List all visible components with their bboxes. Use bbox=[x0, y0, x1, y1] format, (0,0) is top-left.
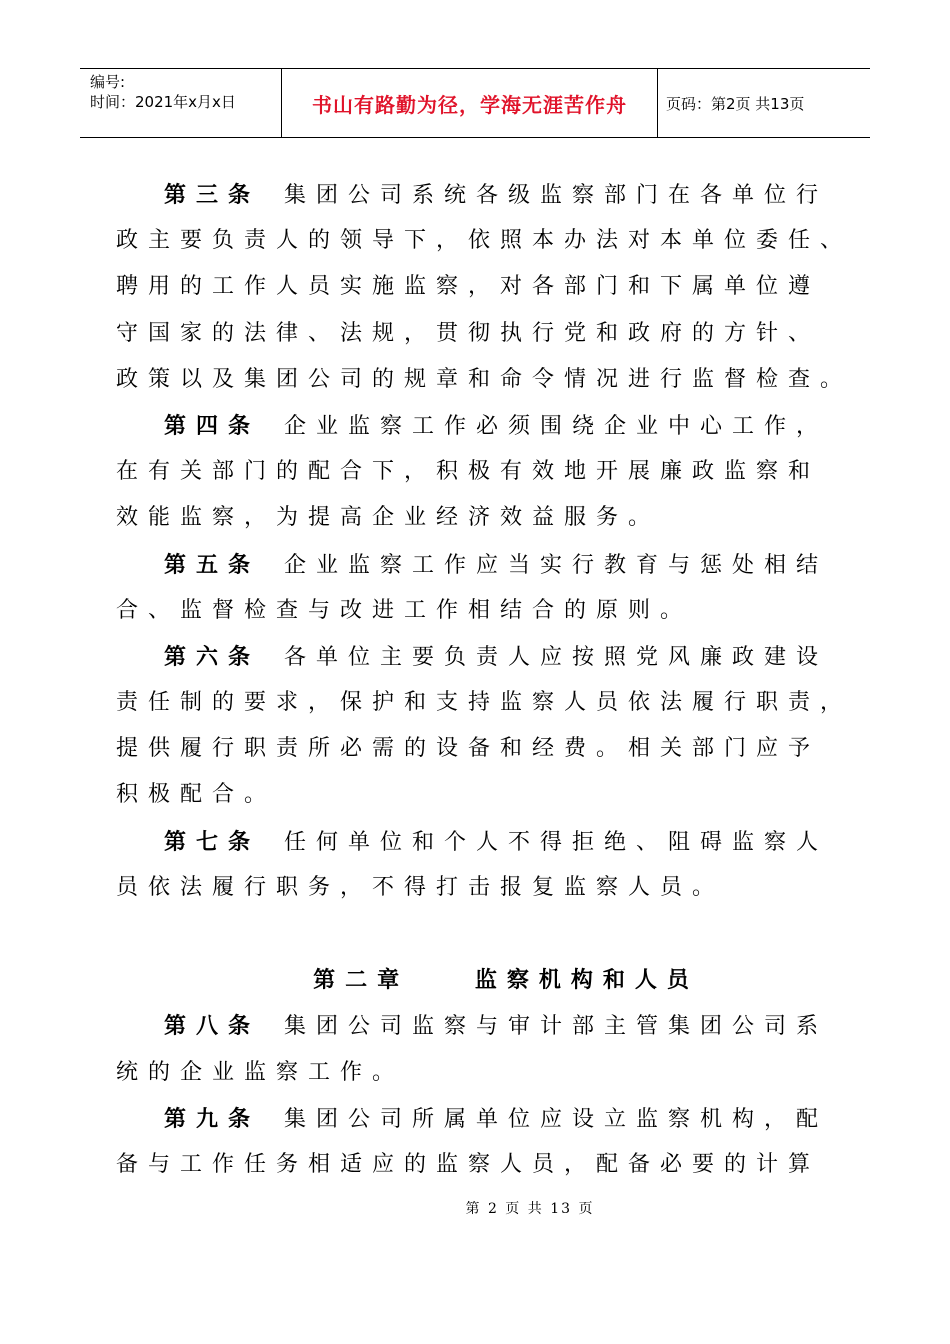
text-line bbox=[116, 726, 856, 772]
page-header bbox=[80, 68, 870, 138]
text-line bbox=[116, 772, 856, 818]
article-number: 第四条 bbox=[164, 412, 261, 439]
article-first-line bbox=[116, 1096, 856, 1142]
article-number: 第七条 bbox=[164, 828, 261, 855]
document-number-label: 编号: bbox=[90, 73, 126, 91]
text-line bbox=[116, 680, 856, 726]
article-first-line bbox=[116, 819, 856, 865]
line-text: 各单位主要负责人应按照党风廉政建设 bbox=[284, 644, 829, 670]
line-text: 企业监察工作应当实行教育与惩处相结 bbox=[284, 552, 829, 578]
line-text: 统的企业监察工作。 bbox=[116, 1059, 405, 1085]
text-line bbox=[116, 1050, 856, 1096]
article-first-line bbox=[116, 1003, 856, 1049]
text-line bbox=[116, 449, 856, 495]
header-motto: 书山有路勤为径，学海无涯苦作舟 bbox=[312, 92, 627, 117]
line-text: 员依法履行职务，不得打击报复监察人员。 bbox=[116, 874, 725, 900]
line-text: 企业监察工作必须围绕企业中心工作， bbox=[284, 413, 829, 439]
article-first-line bbox=[116, 542, 856, 588]
text-line bbox=[116, 264, 856, 310]
line-text: 守国家的法律、法规，贯彻执行党和政府的方针、 bbox=[116, 320, 821, 346]
line-text: 备与工作任务相适应的监察人员，配备必要的计算 bbox=[116, 1151, 821, 1177]
article-first-line bbox=[116, 403, 856, 449]
line-text: 责任制的要求，保护和支持监察人员依法履行职责， bbox=[116, 690, 853, 716]
line-text: 在有关部门的配合下，积极有效地开展廉政监察和 bbox=[116, 459, 821, 485]
line-text: 集团公司所属单位应设立监察机构，配 bbox=[284, 1106, 829, 1132]
header-meta bbox=[80, 69, 282, 137]
article-number: 第八条 bbox=[164, 1013, 261, 1040]
line-text: 合、监督检查与改进工作相结合的原则。 bbox=[116, 597, 693, 623]
line-text: 积极配合。 bbox=[116, 782, 277, 808]
articles-block-2 bbox=[116, 1003, 856, 1188]
header-page-info: 页码：第2页 共13页 bbox=[666, 94, 805, 113]
text-line bbox=[116, 495, 856, 541]
text-line bbox=[116, 311, 856, 357]
line-text: 效能监察，为提高企业经济效益服务。 bbox=[116, 505, 661, 531]
document-body bbox=[116, 172, 856, 1188]
article-first-line bbox=[116, 634, 856, 680]
line-text: 任何单位和个人不得拒绝、阻碍监察人 bbox=[284, 829, 829, 855]
header-motto-cell bbox=[282, 69, 658, 137]
chapter-label: 第二章 bbox=[313, 967, 410, 994]
chapter-heading bbox=[116, 957, 856, 1003]
articles-block-1 bbox=[116, 172, 856, 911]
text-line bbox=[116, 357, 856, 403]
line-text: 集团公司系统各级监察部门在各单位行 bbox=[284, 183, 829, 208]
text-line bbox=[116, 1142, 856, 1188]
line-text: 政主要负责人的领导下，依照本办法对本单位委任、 bbox=[116, 228, 853, 254]
text-line bbox=[116, 865, 856, 911]
article-number: 第九条 bbox=[164, 1105, 261, 1132]
chapter-title: 监察机构和人员 bbox=[474, 967, 699, 994]
section-gap bbox=[116, 911, 856, 957]
line-text: 政策以及集团公司的规章和命令情况进行监督检查。 bbox=[116, 366, 853, 392]
line-text: 集团公司监察与审计部主管集团公司系 bbox=[284, 1014, 829, 1040]
article-number: 第六条 bbox=[164, 643, 261, 670]
document-date: 时间：2021年x月x日 bbox=[90, 93, 236, 111]
line-text: 聘用的工作人员实施监察，对各部门和下属单位遵 bbox=[116, 274, 821, 300]
article-number: 第三条 bbox=[164, 182, 261, 208]
text-line bbox=[116, 588, 856, 634]
article-first-line bbox=[116, 172, 856, 218]
text-line bbox=[116, 218, 856, 264]
line-text: 提供履行职责所必需的设备和经费。相关部门应予 bbox=[116, 736, 821, 762]
article-number: 第五条 bbox=[164, 551, 261, 578]
page-footer: 第 2 页 共 13 页 bbox=[465, 1201, 595, 1217]
